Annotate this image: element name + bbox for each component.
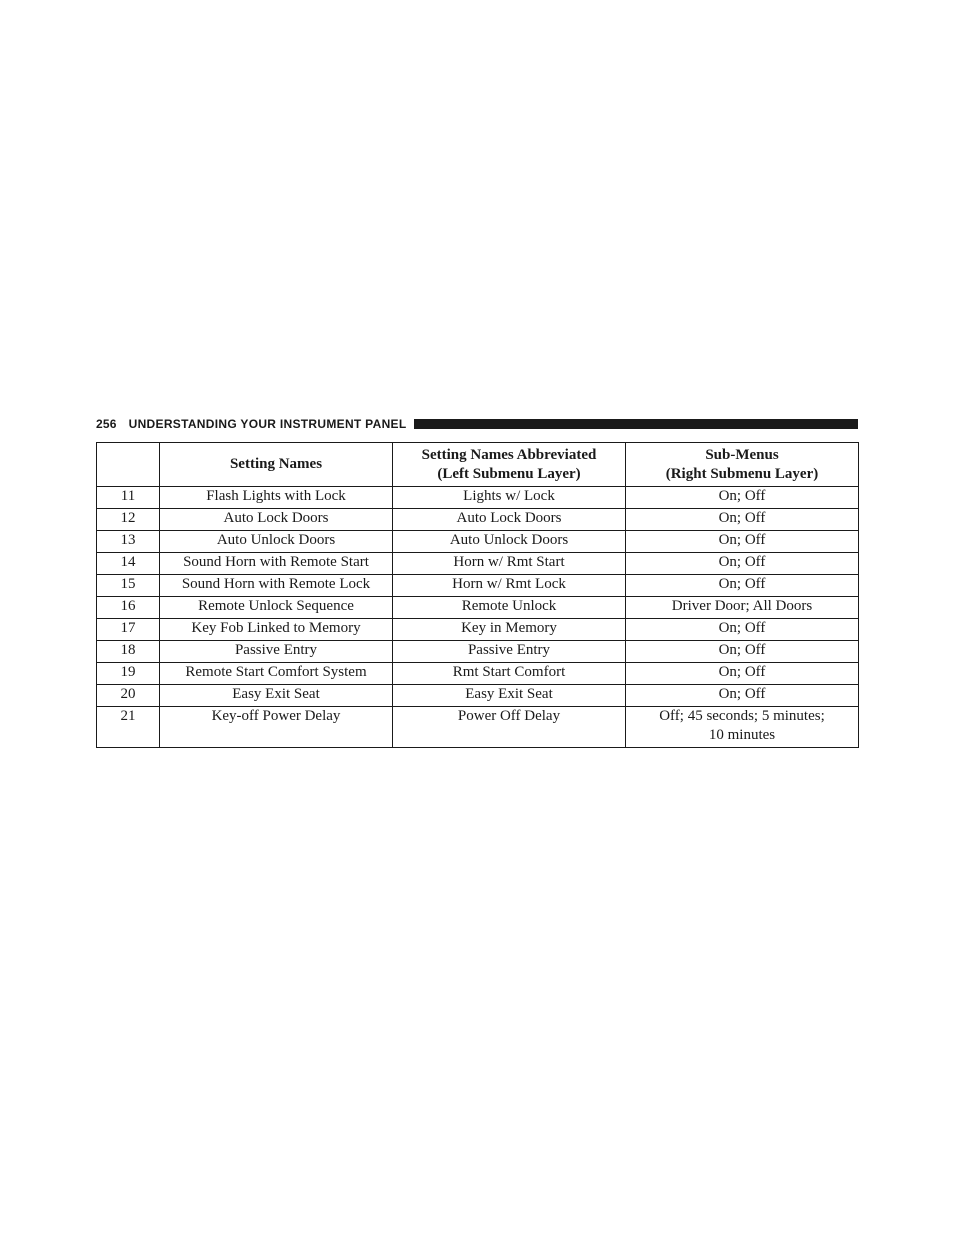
setting-abbrev: Auto Unlock Doors	[393, 531, 626, 553]
setting-name: Remote Start Comfort System	[160, 663, 393, 685]
setting-name: Passive Entry	[160, 641, 393, 663]
setting-abbrev: Lights w/ Lock	[393, 487, 626, 509]
row-number: 21	[97, 707, 160, 748]
table-row	[97, 663, 859, 685]
section-title: UNDERSTANDING YOUR INSTRUMENT PANEL	[128, 417, 407, 431]
sub-menu: On; Off	[626, 663, 859, 685]
setting-abbrev: Easy Exit Seat	[393, 685, 626, 707]
sub-menu: On; Off	[626, 619, 859, 641]
header-rule-bar	[414, 419, 858, 429]
column-header-setting-names: Setting Names	[160, 443, 393, 487]
sub-menu: On; Off	[626, 685, 859, 707]
table-row	[97, 641, 859, 663]
sub-menu: On; Off	[626, 553, 859, 575]
table-row	[97, 531, 859, 553]
setting-abbrev: Passive Entry	[393, 641, 626, 663]
running-header	[96, 417, 858, 431]
table-row	[97, 685, 859, 707]
row-number: 15	[97, 575, 160, 597]
setting-name: Key Fob Linked to Memory	[160, 619, 393, 641]
row-number: 16	[97, 597, 160, 619]
table-row	[97, 575, 859, 597]
row-number: 13	[97, 531, 160, 553]
setting-abbrev: Horn w/ Rmt Start	[393, 553, 626, 575]
table-row	[97, 509, 859, 531]
setting-abbrev: Remote Unlock	[393, 597, 626, 619]
table-header-row	[97, 443, 859, 487]
table-row	[97, 553, 859, 575]
setting-name: Flash Lights with Lock	[160, 487, 393, 509]
settings-table	[96, 442, 859, 748]
setting-name: Auto Unlock Doors	[160, 531, 393, 553]
setting-name: Sound Horn with Remote Lock	[160, 575, 393, 597]
table-row	[97, 707, 859, 748]
column-header-number	[97, 443, 160, 487]
setting-abbrev: Rmt Start Comfort	[393, 663, 626, 685]
row-number: 20	[97, 685, 160, 707]
sub-menu: Driver Door; All Doors	[626, 597, 859, 619]
setting-name: Easy Exit Seat	[160, 685, 393, 707]
row-number: 14	[97, 553, 160, 575]
setting-name: Remote Unlock Sequence	[160, 597, 393, 619]
row-number: 18	[97, 641, 160, 663]
sub-menu-line: 10 minutes	[708, 727, 776, 743]
sub-menu	[626, 707, 859, 748]
sub-menu-line: Off; 45 seconds; 5 minutes;	[659, 708, 825, 724]
sub-menu: On; Off	[626, 509, 859, 531]
table-row	[97, 619, 859, 641]
sub-menu: On; Off	[626, 531, 859, 553]
row-number: 11	[97, 487, 160, 509]
row-number: 17	[97, 619, 160, 641]
setting-name: Auto Lock Doors	[160, 509, 393, 531]
row-number: 19	[97, 663, 160, 685]
setting-abbrev: Horn w/ Rmt Lock	[393, 575, 626, 597]
column-header-abbreviated: Setting Names Abbreviated (Left Submenu Layer)	[393, 443, 626, 487]
sub-menu: On; Off	[626, 575, 859, 597]
setting-abbrev: Key in Memory	[393, 619, 626, 641]
setting-abbrev: Power Off Delay	[393, 707, 626, 748]
page-number: 256	[96, 417, 117, 431]
sub-menu: On; Off	[626, 641, 859, 663]
setting-name: Key-off Power Delay	[160, 707, 393, 748]
column-header-sub-menus: Sub-Menus (Right Submenu Layer)	[626, 443, 859, 487]
setting-abbrev: Auto Lock Doors	[393, 509, 626, 531]
row-number: 12	[97, 509, 160, 531]
table-row	[97, 487, 859, 509]
sub-menu: On; Off	[626, 487, 859, 509]
table-row	[97, 597, 859, 619]
setting-name: Sound Horn with Remote Start	[160, 553, 393, 575]
